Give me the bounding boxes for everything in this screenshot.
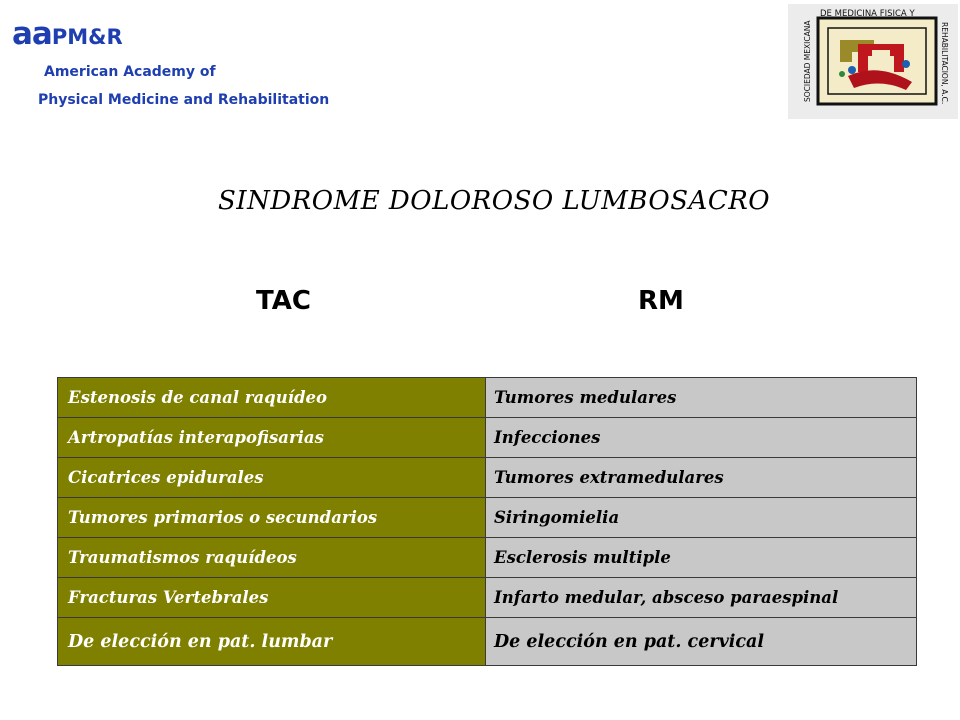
tac-cell: Cicatrices epidurales <box>58 458 486 498</box>
tac-cell: Traumatismos raquídeos <box>58 538 486 578</box>
rm-cell: Esclerosis multiple <box>486 538 917 578</box>
seal-emblem-dot-3 <box>839 71 845 77</box>
table-row <box>58 498 917 538</box>
column-header-rm: RM <box>638 286 684 316</box>
logo-pmr: PM&R <box>51 25 123 49</box>
seal-emblem-window <box>872 50 890 60</box>
aapmr-wordmark <box>12 16 123 52</box>
tac-cell: Estenosis de canal raquídeo <box>58 378 486 418</box>
aapmr-logo <box>12 16 123 52</box>
seal-text-right: REHABILITACION, A.C. <box>940 22 949 105</box>
table-row <box>58 578 917 618</box>
table-row <box>58 418 917 458</box>
table-row <box>58 378 917 418</box>
rm-cell: De elección en pat. cervical <box>486 618 917 666</box>
society-seal-logo <box>788 4 958 119</box>
tac-cell: Fracturas Vertebrales <box>58 578 486 618</box>
rm-cell: Infecciones <box>486 418 917 458</box>
page-title: SINDROME DOLOROSO LUMBOSACRO <box>218 186 771 216</box>
seal-frame <box>818 18 936 104</box>
org-name-line2: Physical Medicine and Rehabilitation <box>38 92 330 108</box>
org-name-line1: American Academy of <box>44 64 216 80</box>
logo-aa: aa <box>12 16 52 52</box>
seal-text-left: SOCIEDAD MEXICANA <box>803 20 812 102</box>
comparison-table <box>57 377 917 666</box>
rm-cell: Tumores medulares <box>486 378 917 418</box>
table-row <box>58 618 917 666</box>
table-row <box>58 458 917 498</box>
rm-cell: Infarto medular, absceso paraespinal <box>486 578 917 618</box>
seal-emblem-dot-1 <box>902 60 910 68</box>
tac-cell: De elección en pat. lumbar <box>58 618 486 666</box>
seal-text-top: DE MEDICINA FISICA Y <box>820 9 915 19</box>
tac-cell: Artropatías interapofisarias <box>58 418 486 458</box>
rm-cell: Siringomielia <box>486 498 917 538</box>
column-header-tac: TAC <box>256 286 311 316</box>
seal-emblem-dot-2 <box>848 66 856 74</box>
table-row <box>58 538 917 578</box>
tac-cell: Tumores primarios o secundarios <box>58 498 486 538</box>
rm-cell: Tumores extramedulares <box>486 458 917 498</box>
